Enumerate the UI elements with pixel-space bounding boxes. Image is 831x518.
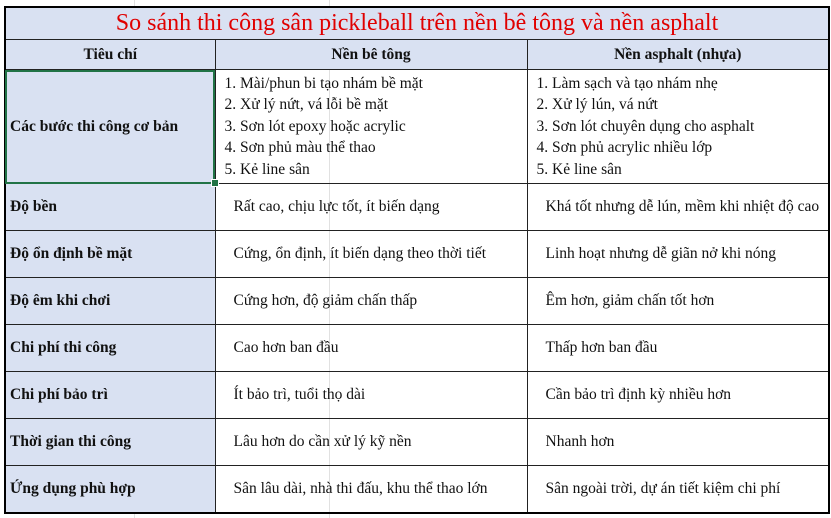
table-row [5,325,829,372]
table-row [5,231,829,278]
criterion-cell[interactable]: Độ ổn định bề mặt [5,231,215,278]
asphalt-cell[interactable]: Sân ngoài trời, dự án tiết kiệm chi phí [527,466,829,514]
criterion-cell[interactable]: Chi phí bảo trì [5,372,215,419]
concrete-cell[interactable]: Lâu hơn do cần xử lý kỹ nền [215,419,527,466]
concrete-cell[interactable]: Cứng, ổn định, ít biến dạng theo thời tiết [215,231,527,278]
criterion-label: Các bước thi công cơ bản [10,117,179,135]
header-concrete[interactable]: Nền bê tông [215,40,527,70]
step-item: 3. Sơn lót chuyên dụng cho asphalt [536,117,755,135]
header-asphalt[interactable]: Nền asphalt (nhựa) [527,40,829,70]
fill-handle[interactable] [211,179,219,187]
step-item: 2. Xử lý lún, vá nứt [536,96,658,114]
comparison-table [4,6,830,514]
table-row [5,372,829,419]
table-row [5,419,829,466]
step-item: 5. Kẻ line sân [224,160,310,178]
concrete-cell[interactable]: Rất cao, chịu lực tốt, ít biến dạng [215,184,527,231]
table-row [5,278,829,325]
concrete-cell[interactable]: Sân lâu dài, nhà thi đấu, khu thể thao lớn [215,466,527,514]
concrete-steps-cell[interactable] [215,70,527,184]
step-item: 1. Mài/phun bi tạo nhám bề mặt [224,74,423,92]
header-criterion[interactable]: Tiêu chí [5,40,215,70]
concrete-cell[interactable]: Ít bảo trì, tuổi thọ dài [215,372,527,419]
criterion-cell[interactable]: Thời gian thi công [5,419,215,466]
asphalt-steps-cell[interactable] [527,70,829,184]
step-item: 4. Sơn phủ màu thể thao [224,139,376,157]
table-row [5,70,829,184]
criterion-cell-selected[interactable] [5,70,215,184]
asphalt-cell[interactable]: Nhanh hơn [527,419,829,466]
step-item: 1. Làm sạch và tạo nhám nhẹ [536,74,718,92]
step-item: 5. Kẻ line sân [536,160,622,178]
header-row [5,40,829,70]
step-item: 3. Sơn lót epoxy hoặc acrylic [224,117,406,135]
criterion-cell[interactable]: Chi phí thi công [5,325,215,372]
criterion-cell[interactable]: Ứng dụng phù hợp [5,466,215,514]
asphalt-cell[interactable]: Thấp hơn ban đầu [527,325,829,372]
step-item: 2. Xử lý nứt, vá lỗi bề mặt [224,96,389,114]
criterion-cell[interactable]: Độ bền [5,184,215,231]
step-item: 4. Sơn phủ acrylic nhiều lớp [536,139,713,157]
asphalt-cell[interactable]: Linh hoạt nhưng dễ giãn nở khi nóng [527,231,829,278]
criterion-cell[interactable]: Độ êm khi chơi [5,278,215,325]
table-row [5,184,829,231]
table-row [5,466,829,514]
table-title[interactable]: So sánh thi công sân pickleball trên nền bê tông và nền asphalt [5,7,829,40]
concrete-cell[interactable]: Cứng hơn, độ giảm chấn thấp [215,278,527,325]
asphalt-cell[interactable]: Cần bảo trì định kỳ nhiều hơn [527,372,829,419]
concrete-cell[interactable]: Cao hơn ban đầu [215,325,527,372]
asphalt-cell[interactable]: Khá tốt nhưng dễ lún, mềm khi nhiệt độ cao [527,184,829,231]
asphalt-cell[interactable]: Êm hơn, giảm chấn tốt hơn [527,278,829,325]
